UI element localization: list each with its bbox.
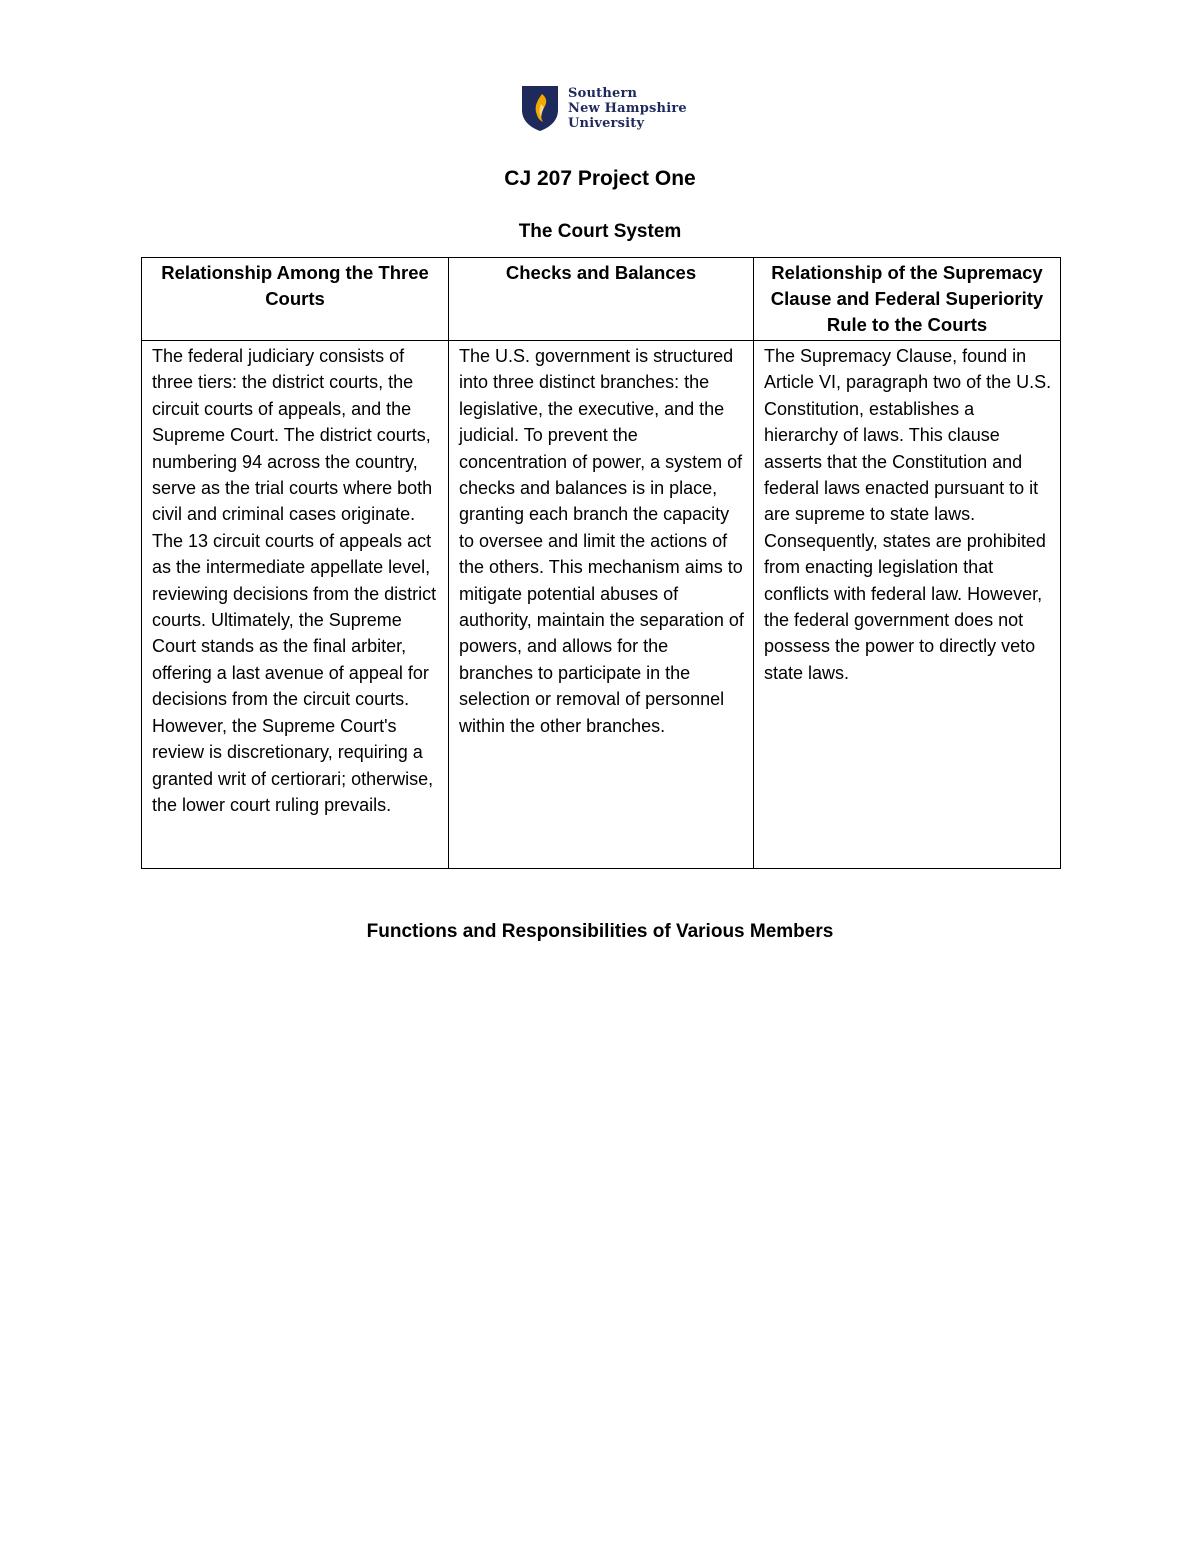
- table-cell: The U.S. government is structured into three distinct branches: the legislative, the executive, and the judicial. To prevent the concentration of power, a system of checks and balances is in place, granting each branch the capacity to oversee and limit the actions of the others. This mechanism aims to mitigate potential abuses of authority, maintain the separation of powers, and allows for the branches to participate in the selection or removal of personnel within the other branches.: [449, 341, 754, 869]
- document-subtitle: The Court System: [518, 221, 682, 242]
- shield-flame-icon: [520, 84, 560, 132]
- university-logo: [520, 82, 687, 134]
- logo-line-1: Southern: [568, 85, 638, 101]
- document-title: CJ 207 Project One: [504, 167, 696, 190]
- table-cell: The federal judiciary consists of three tiers: the district courts, the circuit courts of appeals, and the Supreme Court. The district courts, numbering 94 across the country, serve as the trial courts where both civil and criminal cases originate. The 13 circuit courts of appeals act as the intermediate appellate level, reviewing decisions from the district courts. Ultimately, the Supreme Court stands as the final arbiter, offering a last avenue of appeal for decisions from the circuit courts. However, the Supreme Court's review is discretionary, requiring a granted writ of certiorari; otherwise, the lower court ruling prevails.: [142, 341, 449, 869]
- logo-line-2: New Hampshire: [568, 100, 687, 116]
- table-header-cell: Relationship of the Supremacy Clause and Federal Superiority Rule to the Courts: [754, 258, 1061, 341]
- table-header-cell: Checks and Balances: [449, 258, 754, 341]
- table-cell: The Supremacy Clause, found in Article VI, paragraph two of the U.S. Constitution, establishes a hierarchy of laws. This clause asserts that the Constitution and federal laws enacted pursuant to it are supreme to state laws. Consequently, states are prohibited from enacting legislation that conflicts with federal law. However, the federal government does not possess the power to directly veto state laws.: [754, 341, 1061, 869]
- logo-line-3: University: [568, 115, 645, 131]
- section-heading: Functions and Responsibilities of Various Members: [366, 921, 834, 942]
- table-row: [142, 341, 1061, 869]
- logo-wordmark: [568, 86, 687, 131]
- court-system-table: [141, 257, 1061, 869]
- table-header-cell: Relationship Among the Three Courts: [142, 258, 449, 341]
- table-header-row: [142, 258, 1061, 341]
